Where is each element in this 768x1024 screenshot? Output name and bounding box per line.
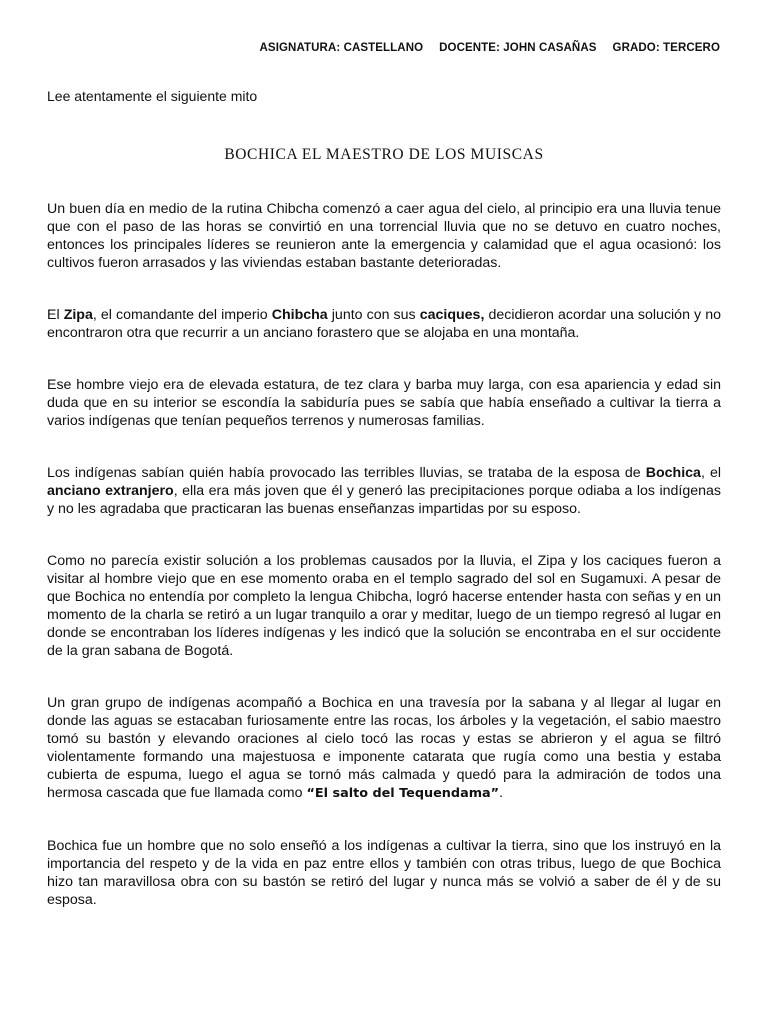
grade-label: GRADO: TERCERO: [612, 42, 720, 54]
instruction-text: Lee atentamente el siguiente mito: [47, 88, 258, 104]
paragraph-6: [47, 694, 721, 803]
subject-label: ASIGNATURA: CASTELLANO: [259, 42, 424, 54]
paragraph-5: Como no parecía existir solución a los problemas causados por la lluvia, el Zipa y los caciques fueron a visitar al hombre viejo que en ese momento oraba en el templo sagrado del sol en Sugamuxi. A pesar de que Bochica no entendía por completo la lengua Chibcha, logró hacerse entender hasta con señas y en un momento de la charla se retiró a un lugar tranquilo a orar y meditar, luego de un tiempo regresó al lugar en donde se encontraban los líderes indígenas y les indicó que la solución se encontraba en el sur occidente de la gran sabana de Bogotá.: [47, 553, 721, 659]
text-run: , el comandante del imperio: [92, 307, 272, 323]
paragraph-4: [47, 464, 721, 518]
text-run: decidieron acordar una solución y no encontraron otra que recurrir a un anciano forastero que se alojaba en una montaña.: [47, 307, 721, 341]
page-title: BOCHICA EL MAESTRO DE LOS MUISCAS: [224, 146, 544, 163]
story-body: [47, 200, 721, 943]
bold-term-bochica: Bochica: [645, 465, 701, 481]
text-run: El: [47, 307, 64, 323]
text-run: .: [499, 785, 504, 801]
bold-term-salto: “El salto del Tequendama”: [306, 786, 500, 801]
paragraph-7: Bochica fue un hombre que no solo enseñó a los indígenas a cultivar la tierra, sino que los instruyó en la importancia del respeto y de la vida en paz entre ellos y también con otras tribus, luego de que Bochica hizo tan maravillosa obra con su bastón se retiró del lugar y nunca más se volvió a saber de él y de su esposa.: [47, 838, 721, 908]
document-header: [260, 42, 720, 54]
paragraph-1: Un buen día en medio de la rutina Chibcha comenzó a caer agua del cielo, al principio era una lluvia tenue que con el paso de las horas se convirtió en una torrencial lluvia que no se detuvo en cuatro noches, entonces los principales líderes se reunieron ante la emergencia y calamidad que el agua ocasionó: los cultivos fueron arrasados y las viviendas estaban bastante deterioradas.: [47, 201, 721, 271]
bold-term-anciano: anciano extranjero: [47, 483, 174, 499]
bold-term-zipa: Zipa: [63, 307, 93, 323]
text-run: , ella era más joven que él y generó las precipitaciones porque odiaba a los indígenas y no les agradaba que practicaran las buenas enseñanzas impartidas por su esposo.: [47, 483, 721, 517]
text-run: junto con sus: [327, 307, 420, 323]
paragraph-3: Ese hombre viejo era de elevada estatura, de tez clara y barba muy larga, con esa apariencia y edad sin duda que en su interior se escondía la sabiduría pues se sabía que había enseñado a cultivar la tierra a varios indígenas que tenían pequeños terrenos y numerosas familias.: [47, 377, 721, 429]
text-run: Un gran grupo de indígenas acompañó a Bochica en una travesía por la sabana y al llegar al lugar en donde las aguas se estacaban furiosamente entre las rocas, los árboles y la vegetación, el sabio maestro tomó su bastón y elevando oraciones al cielo tocó las rocas y estas se abrieron y el agua se filtró violentamente formando una majestuosa e imponente catarata que rugía como una bestia y estaba cubierta de espuma, luego el agua se tornó más calmada y quedó para la admiración de todos una hermosa cascada que fue llamada como: [47, 695, 721, 801]
text-run: Los indígenas sabían quién había provocado las terribles lluvias, se trataba de la esposa de: [47, 465, 646, 481]
text-run: , el: [700, 465, 721, 481]
bold-term-chibcha: Chibcha: [271, 307, 328, 323]
paragraph-2: [47, 306, 721, 342]
bold-term-caciques: caciques,: [419, 307, 485, 323]
teacher-label: DOCENTE: JOHN CASAÑAS: [439, 42, 597, 54]
